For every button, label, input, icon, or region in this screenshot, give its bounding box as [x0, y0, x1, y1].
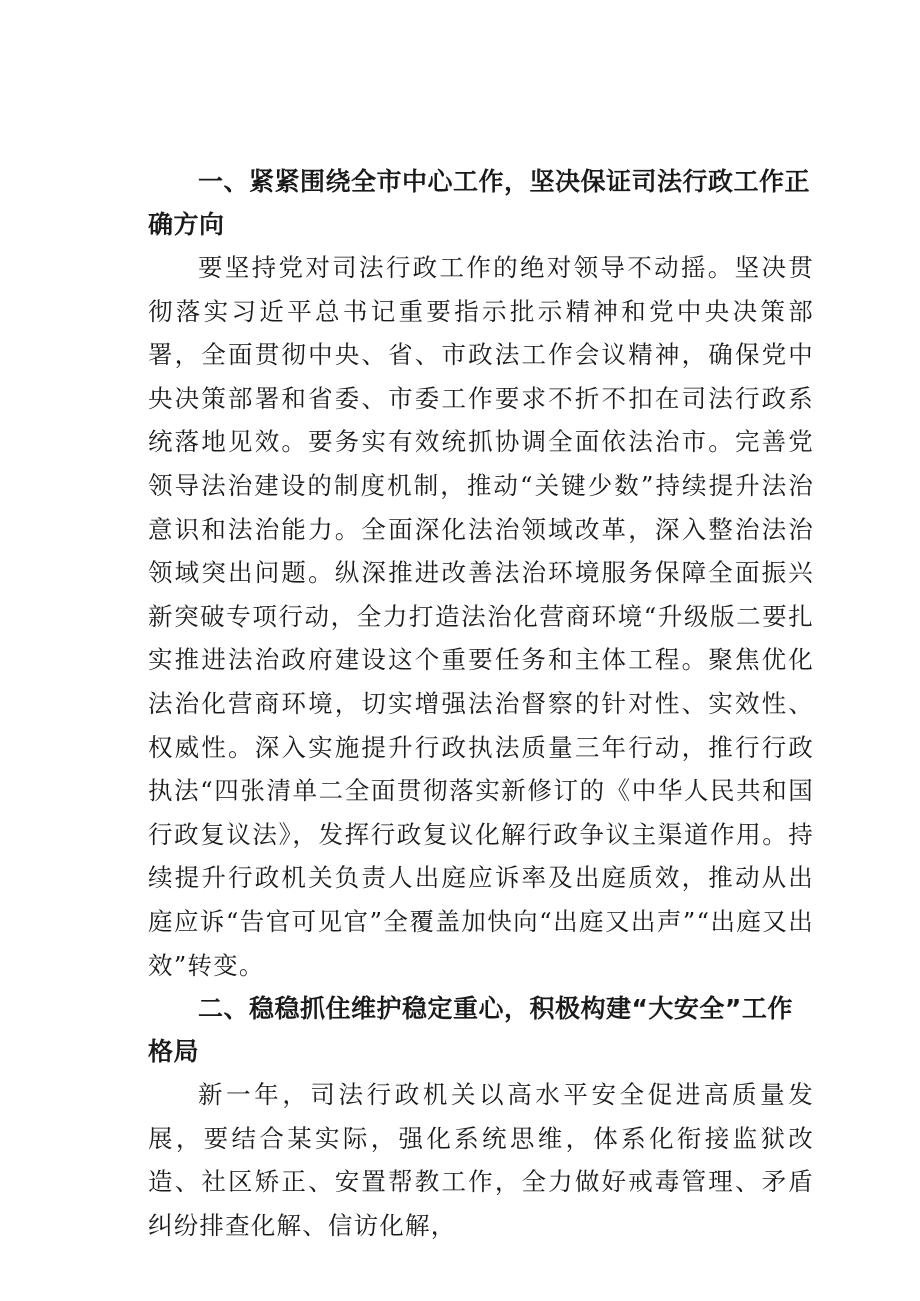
section-2-heading: 二、稳稳抓住维护稳定重心，积极构建“大安全”工作格局 [148, 994, 793, 1067]
section-1-paragraph: 要坚持党对司法行政工作的绝对领导不动摇。坚决贯彻落实习近平总书记重要指示批示精神和党中央决策部署，全面贯彻中央、省、市政法工作会议精神，确保党中央决策部署和省委、市委工作要求不折不扣在司法行政系统落地见效。要务实有效统抓协调全面依法治市。完善党领导法治建设的制度机制，推动“关键少数”持续提升法治意识和法治能力。全面深化法治领域改革，深入整治法治领域突出问题。纵深推进改善法治环境服务保障全面振兴新突破专项行动，全力打造法治化营商环境“升级版二要扎实推进法治政府建设这个重要任务和主体工程。聚焦优化法治化营商环境，切实增强法治督察的针对性、实效性、权威性。深入实施提升行政执法质量三年行动，推行行政执法“四张清单二全面贯彻落实新修订的《中华人民共和国行政复议法》，发挥行政复议化解行政争议主渠道作用。持续提升行政机关负责人出庭应诉率及出庭质效，推动从出庭应诉“告官可见官”全覆盖加快向“出庭又出声”“出庭又出效”转变。 [148, 253, 814, 980]
section-1-heading: 一、紧紧围绕全市中心工作，坚决保证司法行政工作正确方向 [148, 167, 811, 239]
section-2-paragraph: 新一年，司法行政机关以高水平安全促进高质量发展，要结合某实际，强化系统思维，体系化衔接监狱改造、社区矫正、安置帮教工作，全力做好戒毒管理、矛盾纠纷排查化解、信访化解， [148, 1080, 814, 1240]
document-body [148, 160, 814, 1247]
